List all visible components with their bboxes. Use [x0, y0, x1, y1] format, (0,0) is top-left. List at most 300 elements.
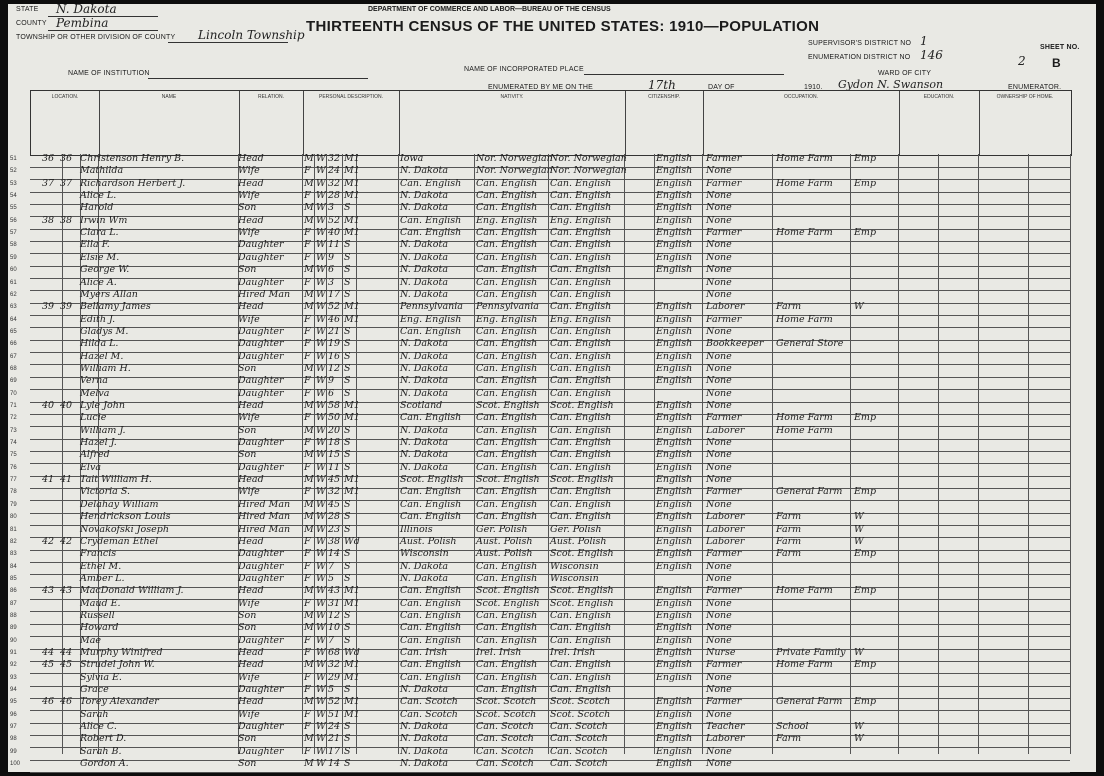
cell-rel: Son — [238, 202, 257, 214]
cell-bpm: Scot. English — [550, 585, 614, 597]
cell-bpm: Can. English — [550, 634, 612, 646]
cell-race: W — [316, 350, 326, 362]
cell-lang: English — [656, 424, 693, 436]
cell-rel: Son — [238, 622, 257, 634]
cell-race: W — [316, 572, 326, 584]
cell-race: W — [316, 708, 326, 720]
day-label: DAY OF — [708, 84, 735, 91]
cell-ind: Farm — [776, 301, 802, 313]
cell-age: 32 — [328, 486, 341, 498]
cell-rel: Son — [238, 733, 257, 745]
cell-occ: None — [706, 684, 732, 696]
cell-bpm: Can. English — [550, 338, 612, 350]
cell-lang: English — [656, 325, 693, 337]
cell-rel: Daughter — [238, 325, 284, 337]
cell-bp: Can. English — [400, 486, 462, 498]
cell-n: 53 — [10, 180, 17, 187]
cell-n: 95 — [10, 699, 17, 706]
cell-race: W — [316, 511, 326, 523]
cell-mar: S — [344, 325, 351, 337]
cell-bpf: Nor. Norwegian — [476, 153, 553, 164]
cell-dw: 36 — [42, 153, 55, 164]
cell-age: 17 — [328, 288, 341, 300]
year-text: 1910. — [804, 84, 823, 91]
cell-bp: N. Dakota — [400, 165, 448, 177]
cell-lang: English — [656, 400, 693, 411]
cell-sex: F — [304, 239, 311, 251]
cell-cls: Emp — [854, 177, 877, 189]
cell-cls: Emp — [854, 153, 877, 164]
cell-occ: Teacher — [706, 721, 745, 733]
table-row — [10, 758, 1070, 773]
cell-sex: M — [304, 585, 314, 597]
cell-rel: Son — [238, 424, 257, 436]
header-citizenship: CITIZENSHIP. — [625, 91, 704, 155]
cell-dw: 38 — [42, 214, 55, 226]
cell-rel: Daughter — [238, 350, 284, 362]
cell-bpf: Can. English — [476, 424, 538, 436]
cell-sex: M — [304, 177, 314, 189]
cell-bp: Iowa — [400, 153, 424, 164]
cell-occ: None — [706, 202, 732, 214]
cell-sex: F — [304, 338, 311, 350]
cell-occ: None — [706, 165, 732, 177]
township-value: Lincoln Township — [198, 28, 305, 42]
cell-bp: N. Dakota — [400, 239, 448, 251]
cell-sex: F — [304, 437, 311, 449]
cell-n: 76 — [10, 464, 17, 471]
cell-bp: Pennsylvania — [400, 301, 463, 313]
cell-mar: S — [344, 758, 351, 770]
cell-n: 96 — [10, 711, 17, 718]
cell-age: 11 — [328, 239, 341, 251]
cell-mar: S — [344, 721, 351, 733]
cell-occ: None — [706, 387, 732, 399]
cell-bpm: Can. English — [550, 301, 612, 313]
cell-fam: 45 — [60, 659, 73, 671]
cell-rel: Wife — [238, 486, 260, 498]
cell-rel: Head — [238, 177, 264, 189]
cell-n: 69 — [10, 378, 17, 385]
cell-bp: Scotland — [400, 400, 443, 411]
cell-bpm: Scot. English — [550, 597, 614, 609]
cell-n: 61 — [10, 279, 17, 286]
cell-name: Tait William H. — [80, 474, 152, 486]
cell-fam: 42 — [60, 535, 73, 547]
cell-race: W — [316, 177, 326, 189]
cell-age: 45 — [328, 498, 341, 510]
cell-name: William J. — [80, 424, 126, 436]
cell-bpf: Can. English — [476, 276, 538, 288]
cell-mar: S — [344, 622, 351, 634]
cell-age: 19 — [328, 338, 341, 350]
cell-rel: Hired Man — [238, 511, 291, 523]
cell-occ: Laborer — [706, 733, 745, 745]
cell-occ: None — [706, 264, 732, 276]
cell-bp: Scot. English — [400, 474, 464, 486]
cell-sex: F — [304, 350, 311, 362]
cell-race: W — [316, 585, 326, 597]
cell-race: W — [316, 474, 326, 486]
cell-occ: None — [706, 276, 732, 288]
cell-n: 92 — [10, 662, 17, 669]
cell-bpf: Can. English — [476, 264, 538, 276]
cell-sex: F — [304, 548, 311, 560]
cell-bpf: Can. English — [476, 461, 538, 473]
cell-age: 32 — [328, 659, 341, 671]
cell-bpf: Pennsylvania — [476, 301, 539, 313]
cell-cls: W — [854, 523, 864, 535]
cell-bpf: Can. English — [476, 338, 538, 350]
cell-cls: W — [854, 733, 864, 745]
cell-bp: N. Dakota — [400, 424, 448, 436]
cell-bpm: Can. English — [550, 325, 612, 337]
cell-occ: None — [706, 622, 732, 634]
cell-ind: Home Farm — [776, 153, 833, 164]
cell-lang: English — [656, 733, 693, 745]
cell-sex: F — [304, 708, 311, 720]
cell-bpf: Can. English — [476, 622, 538, 634]
cell-sex: M — [304, 609, 314, 621]
cell-ind: General Farm — [776, 696, 843, 708]
cell-lang: English — [656, 474, 693, 486]
cell-cls: W — [854, 721, 864, 733]
cell-bpf: Can. English — [476, 609, 538, 621]
cell-fam: 40 — [60, 400, 73, 411]
cell-occ: Farmer — [706, 696, 742, 708]
cell-name: Ella F. — [80, 239, 110, 251]
cell-age: 52 — [328, 301, 341, 313]
cell-name: Gladys M. — [80, 325, 129, 337]
cell-dw: 44 — [42, 647, 55, 658]
cell-bpm: Can. English — [550, 461, 612, 473]
cell-mar: S — [344, 437, 351, 449]
cell-occ: None — [706, 758, 732, 770]
cell-occ: None — [706, 362, 732, 374]
cell-sex: M — [304, 214, 314, 226]
enumerated-label: ENUMERATED BY ME ON THE — [488, 84, 593, 91]
cell-bpf: Can. English — [476, 659, 538, 671]
cell-sex: F — [304, 671, 311, 683]
cell-race: W — [316, 758, 326, 770]
cell-mar: S — [344, 387, 351, 399]
cell-bpf: Can. English — [476, 634, 538, 646]
cell-bp: N. Dakota — [400, 264, 448, 276]
cell-n: 89 — [10, 625, 17, 632]
cell-bpm: Can. English — [550, 177, 612, 189]
cell-age: 21 — [328, 733, 341, 745]
cell-name: William H. — [80, 362, 131, 374]
cell-mar: S — [344, 338, 351, 350]
cell-sex: F — [304, 535, 311, 547]
cell-rel: Hired Man — [238, 498, 291, 510]
cell-bpf: Can. English — [476, 486, 538, 498]
cell-n: 68 — [10, 365, 17, 372]
cell-bpm: Can. English — [550, 449, 612, 461]
cell-bpf: Can. English — [476, 412, 538, 424]
cell-sex: F — [304, 461, 311, 473]
cell-age: 52 — [328, 696, 341, 708]
cell-name: Hazel J. — [80, 437, 117, 449]
cell-rel: Head — [238, 647, 264, 658]
cell-race: W — [316, 214, 326, 226]
cell-race: W — [316, 684, 326, 696]
cell-lang: English — [656, 548, 693, 560]
cell-name: Mathilda — [80, 165, 124, 177]
cell-lang: English — [656, 214, 693, 226]
cell-age: 68 — [328, 647, 341, 658]
cell-race: W — [316, 251, 326, 263]
cell-n: 78 — [10, 489, 17, 496]
cell-race: W — [316, 165, 326, 177]
cell-name: Hendrickson Louis — [80, 511, 171, 523]
cell-rel: Head — [238, 214, 264, 226]
cell-bpm: Can. English — [550, 622, 612, 634]
cell-bp: Can. English — [400, 585, 462, 597]
cell-ind: Farm — [776, 523, 802, 535]
cell-name: Murphy Winifred — [80, 647, 163, 658]
cell-rel: Daughter — [238, 548, 284, 560]
cell-fam: 43 — [60, 585, 73, 597]
cell-dw: 39 — [42, 301, 55, 313]
cell-bpf: Can. English — [476, 437, 538, 449]
cell-sex: M — [304, 424, 314, 436]
cell-age: 6 — [328, 387, 335, 399]
cell-bpf: Can. English — [476, 375, 538, 387]
cell-lang: English — [656, 190, 693, 202]
cell-name: Alice C. — [80, 721, 117, 733]
cell-name: Elva — [80, 461, 102, 473]
sheet-value: 2 — [1018, 54, 1026, 68]
cell-lang: English — [656, 721, 693, 733]
cell-occ: Farmer — [706, 486, 742, 498]
cell-bp: N. Dakota — [400, 733, 448, 745]
cell-sex: M — [304, 301, 314, 313]
enumerated-day: 17th — [648, 78, 676, 92]
cell-bpf: Can. Scotch — [476, 758, 534, 770]
cell-bpm: Can. Scotch — [550, 758, 608, 770]
header-location: LOCATION. — [31, 91, 100, 155]
cell-age: 29 — [328, 671, 341, 683]
cell-n: 91 — [10, 650, 17, 656]
cell-rel: Head — [238, 535, 264, 547]
cell-occ: Laborer — [706, 535, 745, 547]
cell-rel: Son — [238, 758, 257, 770]
cell-fam: 36 — [60, 153, 73, 164]
cell-rel: Daughter — [238, 721, 284, 733]
cell-name: Alice A. — [80, 276, 117, 288]
cell-mar: S — [344, 523, 351, 535]
cell-mar: M1 — [344, 696, 360, 708]
cell-race: W — [316, 523, 326, 535]
cell-sex: M — [304, 523, 314, 535]
cell-bp: Can. English — [400, 659, 462, 671]
cell-race: W — [316, 400, 326, 411]
cell-n: 54 — [10, 193, 17, 200]
cell-fam: 46 — [60, 696, 73, 708]
cell-bpf: Can. English — [476, 350, 538, 362]
cell-sex: M — [304, 362, 314, 374]
cell-name: Edith J. — [80, 313, 116, 325]
cell-ind: Home Farm — [776, 177, 833, 189]
cell-bp: Can. English — [400, 634, 462, 646]
cell-bpf: Irel. Irish — [476, 647, 522, 658]
cell-occ: None — [706, 634, 732, 646]
county-value: Pembina — [56, 16, 109, 30]
cell-occ: Laborer — [706, 523, 745, 535]
cell-rel: Daughter — [238, 251, 284, 263]
cell-mar: M1 — [344, 474, 360, 486]
cell-race: W — [316, 375, 326, 387]
cell-name: Alice L. — [80, 190, 117, 202]
cell-bpm: Can. English — [550, 350, 612, 362]
cell-rel: Daughter — [238, 437, 284, 449]
cell-bpm: Wisconsin — [550, 560, 599, 572]
cell-occ: None — [706, 474, 732, 486]
cell-bp: Can. English — [400, 609, 462, 621]
cell-bp: N. Dakota — [400, 745, 448, 757]
cell-fam: 37 — [60, 177, 73, 189]
cell-bpm: Can. English — [550, 387, 612, 399]
cell-lang: English — [656, 659, 693, 671]
cell-bpm: Can. English — [550, 609, 612, 621]
cell-lang: English — [656, 338, 693, 350]
cell-bpf: Can. English — [476, 560, 538, 572]
cell-mar: S — [344, 498, 351, 510]
cell-name: Lucie — [80, 412, 107, 424]
cell-lang: English — [656, 153, 693, 164]
cell-name: Elsie M. — [80, 251, 120, 263]
cell-dw: 46 — [42, 696, 55, 708]
cell-age: 14 — [328, 548, 341, 560]
cell-bpf: Can. English — [476, 227, 538, 239]
cell-rel: Daughter — [238, 461, 284, 473]
cell-bpf: Can. English — [476, 498, 538, 510]
cell-age: 9 — [328, 375, 335, 387]
cell-lang: English — [656, 412, 693, 424]
cell-mar: M1 — [344, 214, 360, 226]
cell-n: 72 — [10, 415, 17, 422]
cell-dw: 37 — [42, 177, 55, 189]
cell-bpf: Eng. English — [476, 214, 538, 226]
cell-rel: Son — [238, 609, 257, 621]
cell-mar: M1 — [344, 585, 360, 597]
cell-age: 3 — [328, 276, 335, 288]
cell-bp: N. Dakota — [400, 449, 448, 461]
cell-sex: M — [304, 659, 314, 671]
cell-bpm: Ger. Polish — [550, 523, 602, 535]
cell-sex: F — [304, 165, 311, 177]
sheet-label: SHEET NO. — [1040, 44, 1080, 51]
cell-race: W — [316, 609, 326, 621]
cell-bpm: Wisconsin — [550, 572, 599, 584]
cell-rel: Head — [238, 696, 264, 708]
cell-mar: S — [344, 548, 351, 560]
cell-bpf: Aust. Polish — [476, 548, 533, 560]
cell-name: Richardson Herbert J. — [80, 177, 186, 189]
cell-occ: Farmer — [706, 313, 742, 325]
cell-rel: Wife — [238, 227, 260, 239]
cell-ind: Farm — [776, 535, 802, 547]
cell-mar: M1 — [344, 659, 360, 671]
cell-sex: F — [304, 190, 311, 202]
cell-occ: None — [706, 597, 732, 609]
cell-bp: N. Dakota — [400, 758, 448, 770]
cell-sex: M — [304, 511, 314, 523]
cell-occ: None — [706, 449, 732, 461]
cell-bpm: Can. English — [550, 202, 612, 214]
cell-rel: Daughter — [238, 276, 284, 288]
cell-bpf: Can. English — [476, 387, 538, 399]
cell-bpm: Scot. English — [550, 548, 614, 560]
cell-rel: Head — [238, 474, 264, 486]
cell-mar: M1 — [344, 412, 360, 424]
cell-name: Delahay William — [80, 498, 159, 510]
cell-occ: None — [706, 437, 732, 449]
cell-sex: M — [304, 622, 314, 634]
cell-n: 87 — [10, 600, 17, 607]
cell-cls: W — [854, 511, 864, 523]
cell-bpm: Aust. Polish — [550, 535, 607, 547]
cell-mar: S — [344, 511, 351, 523]
cell-name: Maud E. — [80, 597, 121, 609]
cell-sex: M — [304, 696, 314, 708]
cell-occ: None — [706, 461, 732, 473]
cell-race: W — [316, 288, 326, 300]
cell-race: W — [316, 696, 326, 708]
cell-race: W — [316, 671, 326, 683]
cell-bpf: Can. English — [476, 671, 538, 683]
cell-age: 3 — [328, 202, 335, 214]
cell-bpm: Can. English — [550, 375, 612, 387]
cell-sex: F — [304, 634, 311, 646]
cell-lang: English — [656, 313, 693, 325]
cell-age: 5 — [328, 572, 335, 584]
cell-mar: M1 — [344, 486, 360, 498]
cell-sex: F — [304, 572, 311, 584]
cell-n: 56 — [10, 217, 17, 224]
cell-mar: S — [344, 634, 351, 646]
cell-sex: F — [304, 684, 311, 696]
cell-age: 32 — [328, 153, 341, 164]
cell-lang: English — [656, 523, 693, 535]
cell-sex: M — [304, 400, 314, 411]
cell-n: 83 — [10, 551, 17, 558]
cell-n: 52 — [10, 168, 17, 175]
cell-name: Sarah — [80, 708, 109, 720]
cell-rel: Daughter — [238, 684, 284, 696]
cell-bpf: Can. English — [476, 177, 538, 189]
cell-dw: 41 — [42, 474, 55, 486]
cell-ind: Private Family — [776, 647, 846, 658]
cell-ind: General Store — [776, 338, 844, 350]
cell-mar: S — [344, 362, 351, 374]
cell-lang: English — [656, 165, 693, 177]
cell-age: 43 — [328, 585, 341, 597]
cell-rel: Daughter — [238, 745, 284, 757]
cell-race: W — [316, 560, 326, 572]
cell-occ: None — [706, 239, 732, 251]
cell-bp: N. Dakota — [400, 375, 448, 387]
cell-bpf: Ger. Polish — [476, 523, 528, 535]
cell-name: Novakofski Joseph — [80, 523, 169, 535]
cell-lang: English — [656, 696, 693, 708]
cell-n: 70 — [10, 390, 17, 397]
cell-bp: Can. Irish — [400, 647, 448, 658]
cell-age: 14 — [328, 758, 341, 770]
cell-rel: Wife — [238, 313, 260, 325]
cell-bpm: Nor. Norwegian — [550, 165, 627, 177]
